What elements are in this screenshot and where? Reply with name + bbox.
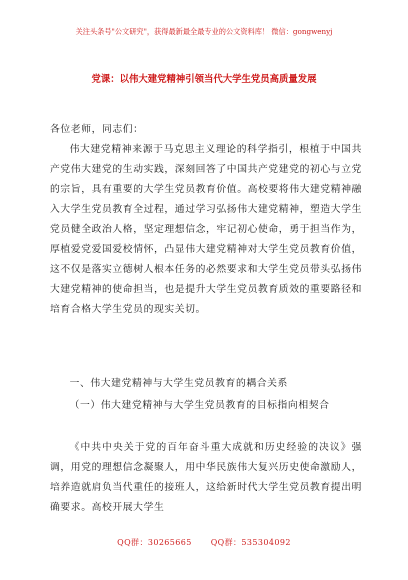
footer-qq-group-2: QQ群：535304092 <box>210 538 291 547</box>
paragraph-resolution-text: 《中共中央关于党的百年奋斗重大成就和历史经验的决议》强调，用党的理想信念凝聚人，用中华民族伟大复兴历史使命激励人，培养造就肩负当代重任的接班人，这给新时代大学生党员教育提出明确要求。高校开展大学生 <box>50 442 362 513</box>
greeting-line: 各位老师，同志们： <box>50 124 144 135</box>
footer-qq-group-1: QQ群：30265665 <box>117 538 192 547</box>
subsection-heading-1 <box>50 396 362 416</box>
subsection-heading-1-text: （一）伟大建党精神与大学生党员教育的目标指向相契合 <box>69 400 330 411</box>
paragraph-intro-text: 伟大建党精神来源于马克思主义理论的科学指引，根植于中国共产党伟大建党的生动实践，深刻回答了中国共产党建党的初心与立党的宗旨，具有重要的大学生党员教育价值。高校要将伟大建党精神融入大学生党员教育全过程，通过学习弘扬伟大建党精神，塑造大学生党员健全政治人格，坚定理想信念，牢记初心使命，勇于担当作为，厚植爱党爱国爱校情怀，凸显伟大建党精神对大学生党员教育价值，这不仅是落实立德树人根本任务的必然要求和大学生党员带头弘扬伟大建党精神的使命担当，也是提升大学生党员教育质效的重要路径和培育合格大学生党员的现实关切。 <box>50 144 362 315</box>
document-title: 党课：以伟大建党精神引领当代大学生党员高质量发展 <box>91 74 317 85</box>
paragraph-intro <box>50 140 362 320</box>
header-promo-note: 关注头条号"公文研究"，获得最新最全最专业的公文资料库！ 微信：gongwenyj <box>75 27 333 36</box>
section-heading-1: 一、伟大建党精神与大学生党员教育的耦合关系 <box>69 378 288 389</box>
footer-qq-groups <box>0 537 408 548</box>
paragraph-resolution <box>50 438 362 518</box>
